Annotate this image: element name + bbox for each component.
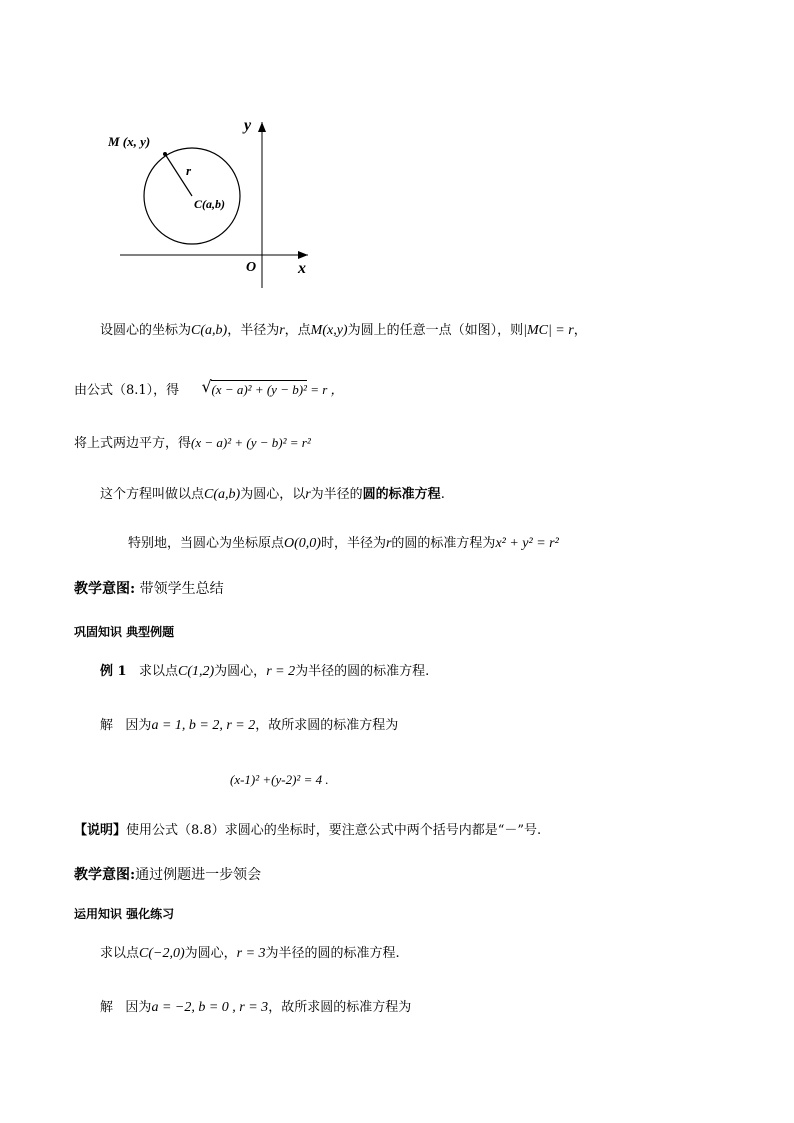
origin-equation: x² + y² = r²: [495, 536, 559, 551]
intent-label: 教学意图:: [74, 581, 136, 597]
text: 为圆心，以: [240, 487, 306, 502]
label-x: x: [298, 260, 306, 277]
point-M: [163, 152, 167, 156]
text: ，: [573, 323, 587, 338]
paragraph-standard-equation-def: [100, 486, 445, 504]
text: 求以点: [100, 946, 140, 961]
distance-expression: |MC| = r: [523, 323, 574, 338]
y-axis-arrow: [258, 122, 266, 132]
sqrt-expression: √ (x − a)² + (y − b)²: [201, 377, 307, 397]
solution-1: [100, 717, 398, 735]
note-label: 【说明】: [74, 823, 127, 838]
paragraph-center-definition: [100, 322, 587, 340]
equation-1: (x-1)² +(y-2)² = 4 .: [230, 772, 329, 787]
intent-text: 带领学生总结: [135, 581, 224, 597]
intent-text: 通过例题进一步领会: [135, 867, 262, 883]
center-symbol: C(−2,0): [139, 946, 185, 961]
note-text: 使用公式（8.8）求圆心的坐标时，要注意公式中两个括号内都是“－”号.: [126, 823, 542, 838]
section-heading-practice: 运用知识 强化练习: [74, 907, 175, 921]
label-C: C(a,b): [194, 197, 225, 211]
example-1: [100, 663, 429, 681]
text: 为圆心，: [214, 664, 267, 679]
center-symbol: C(a,b): [191, 323, 228, 338]
exercise: [100, 945, 400, 963]
text: 时，半径为: [320, 536, 386, 551]
text: 将上式两边平方，得: [74, 436, 192, 451]
radius-value: r = 2: [266, 664, 296, 679]
values: a = −2, b = 0 , r = 3: [151, 1000, 269, 1015]
note: [74, 822, 541, 840]
text: 设圆心的坐标为: [100, 323, 192, 338]
radius-symbol: r: [305, 487, 311, 502]
section-heading-examples: 巩固知识 典型例题: [74, 625, 175, 639]
values: a = 1, b = 2, r = 2: [151, 718, 256, 733]
text: ，点: [284, 323, 311, 338]
point-symbol: M(x,y): [310, 323, 348, 338]
text: 为半径的圆的标准方程.: [265, 946, 400, 961]
teaching-intent-1: [74, 580, 224, 598]
text: = r ，: [306, 382, 344, 397]
text: ，半径为: [227, 323, 280, 338]
text: 为半径的圆的标准方程.: [295, 664, 430, 679]
radius-symbol: r: [279, 323, 285, 338]
text: ，故所求圆的标准方程为: [255, 718, 399, 733]
text: 为圆上的任意一点（如图），则: [347, 323, 524, 338]
origin-symbol: O(0,0): [284, 536, 321, 551]
text: 特别地，当圆心为坐标原点: [128, 536, 285, 551]
x-axis-arrow: [298, 251, 308, 259]
solution-label: 解: [100, 718, 114, 733]
label-y: y: [244, 117, 252, 134]
text: 求以点: [138, 664, 178, 679]
solution-label: 解: [100, 1000, 114, 1015]
text: 这个方程叫做以点: [100, 487, 205, 502]
teaching-intent-2: [74, 866, 261, 884]
label-M: M (x, y): [108, 134, 151, 149]
radius-value: r = 3: [236, 946, 266, 961]
text: 因为: [125, 1000, 152, 1015]
text: 为半径的: [310, 487, 363, 502]
paragraph-origin-case: [128, 535, 559, 553]
paragraph-distance-formula: [74, 377, 344, 400]
center-symbol: C(1,2): [178, 664, 215, 679]
text: 因为: [125, 718, 152, 733]
label-O: O: [246, 260, 257, 275]
term-standard-equation: 圆的标准方程: [362, 487, 441, 502]
intent-label: 教学意图:: [74, 867, 136, 883]
radius-symbol: r: [385, 536, 392, 551]
text: ，故所求圆的标准方程为: [268, 1000, 412, 1015]
text: 的圆的标准方程为: [391, 536, 496, 551]
example-label: 例 1: [100, 664, 127, 679]
solution-2: [100, 999, 411, 1017]
text: .: [440, 487, 445, 502]
label-r: r: [186, 163, 192, 178]
squared-equation: (x − a)² + (y − b)² = r²: [191, 435, 311, 450]
circle-figure: [108, 112, 308, 292]
text: 为圆心，: [184, 946, 237, 961]
text: 由公式（8.1），得: [74, 383, 180, 398]
paragraph-square-both-sides: [74, 434, 311, 453]
center-symbol: C(a,b): [204, 487, 241, 502]
sqrt-content: (x − a)² + (y − b)²: [211, 382, 307, 397]
